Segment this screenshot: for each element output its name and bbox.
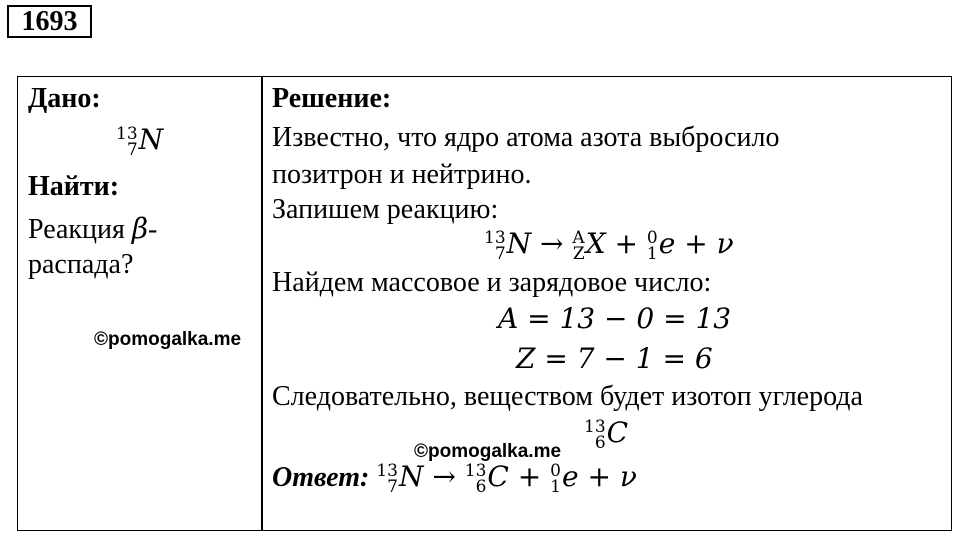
- problem-number: 1693: [7, 5, 92, 38]
- given-nuclide: 13 7 N: [116, 123, 164, 160]
- find-line-2: распада?: [28, 249, 134, 280]
- reaction-equation: 13 7 N → A Z X + 0 1 e + ν: [484, 227, 734, 264]
- watermark-right: ©pomogalka.me: [414, 441, 562, 462]
- solution-line-1: Известно, что ядро атома азота выбросило: [272, 122, 780, 153]
- answer-label: Ответ:: [272, 462, 370, 493]
- watermark-left: ©pomogalka.me: [94, 329, 242, 350]
- solution-line-5: Следовательно, веществом будет изотоп углерода: [272, 381, 863, 412]
- find-line-1: Реакция β-: [28, 212, 158, 245]
- carbon-isotope: 13 6 C: [584, 416, 629, 453]
- mass-number-equation: A = 13 − 0 = 13: [498, 302, 732, 335]
- solution-table: [17, 76, 952, 531]
- solution-heading: Решение:: [272, 83, 392, 114]
- find-heading: Найти:: [28, 171, 120, 202]
- charge-number-equation: Z = 7 − 1 = 6: [516, 342, 713, 375]
- answer-line: Ответ: 13 7 N → 13 6 C + 0 1 e + ν: [272, 460, 637, 497]
- solution-line-3: Запишем реакцию:: [272, 194, 499, 225]
- column-divider: [261, 77, 263, 530]
- solution-line-4: Найдем массовое и зарядовое число:: [272, 267, 712, 298]
- given-heading: Дано:: [28, 83, 101, 114]
- solution-line-2: позитрон и нейтрино.: [272, 159, 532, 190]
